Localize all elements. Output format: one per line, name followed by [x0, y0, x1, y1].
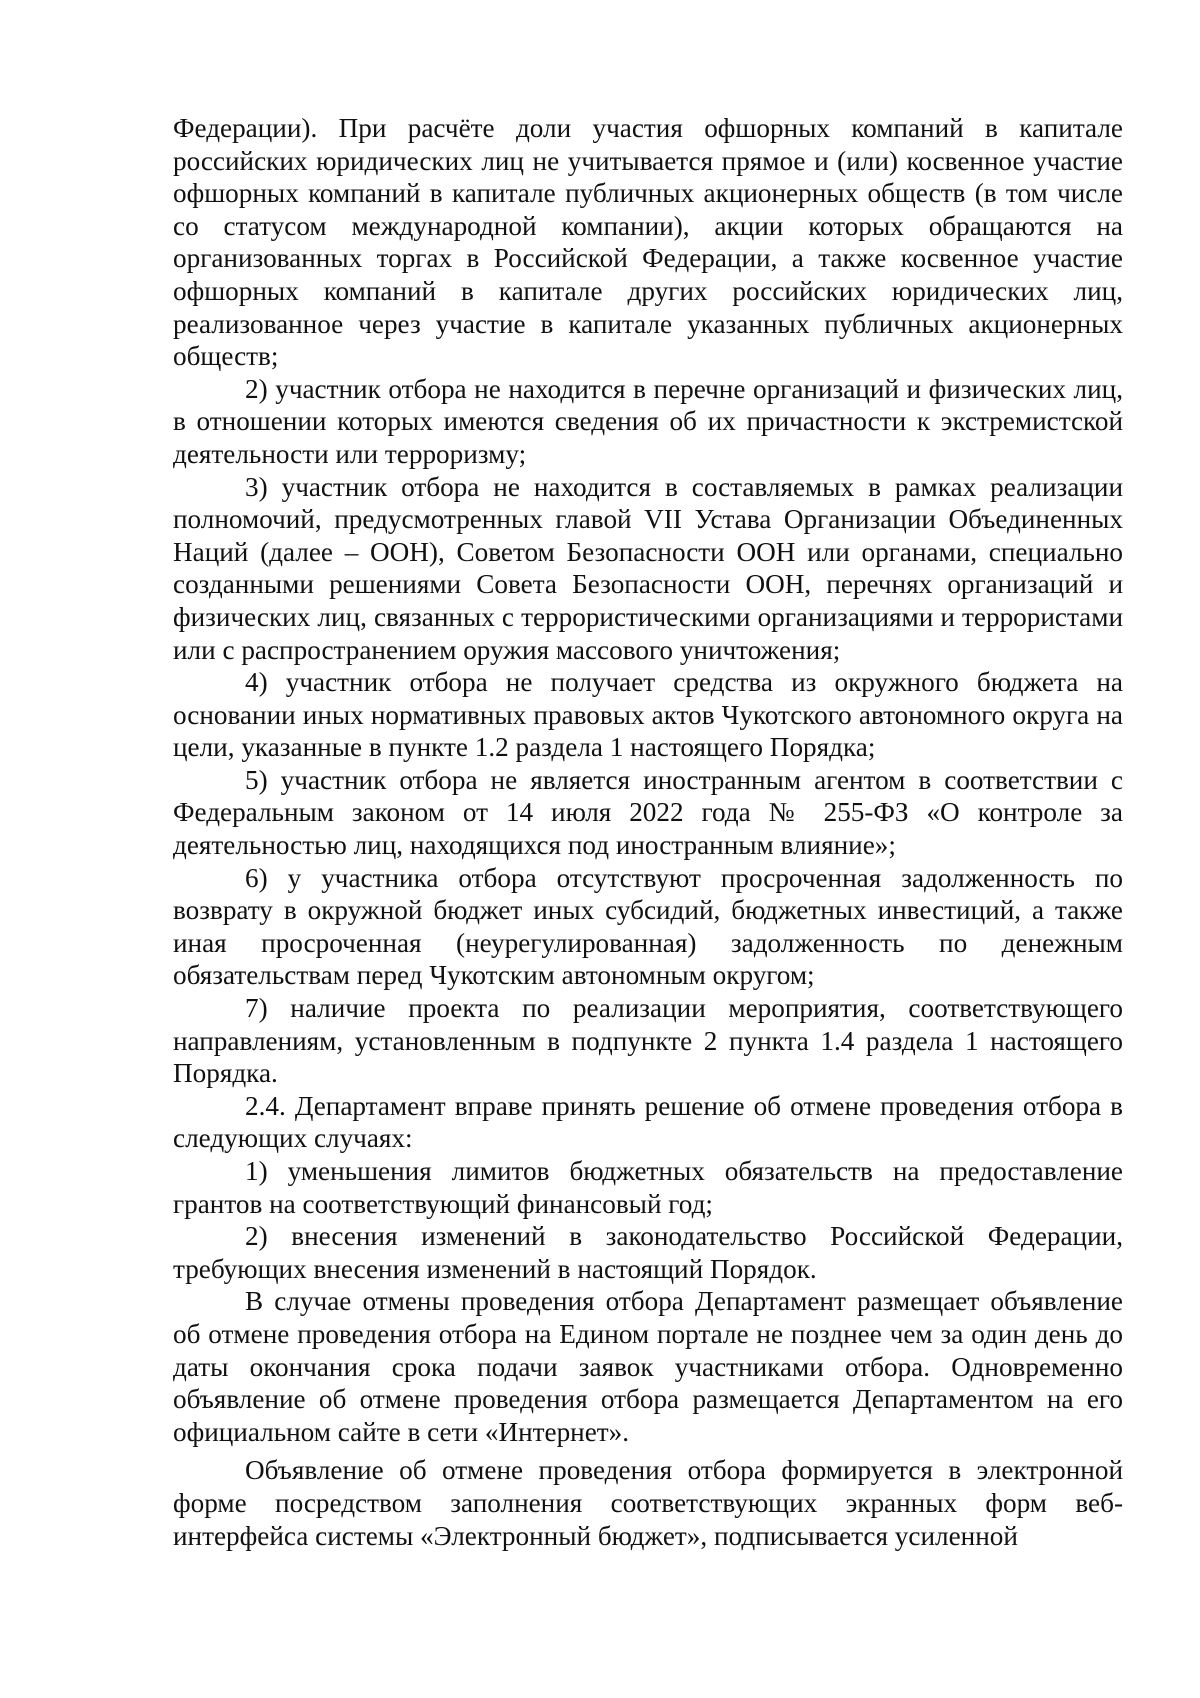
paragraph-cancellation-announcement: В случае отмены проведения отбора Департамент размещает объявление об отмене проведения отбора на Едином портале не позднее чем за один день до даты окончания срока подачи заявок участниками отбора. Одновременно объявление об отмене проведения отбора размещается Департаментом на его официальном сайте в сети «Интернет».	[173, 1286, 1123, 1447]
paragraph-item-2-extremism-list: 2) участник отбора не находится в перечне организаций и физических лиц, в отношении которых имеются сведения об их причастности к экстремистской деятельности или терроризму;	[173, 373, 1123, 469]
paragraph-item-7-project: 7) наличие проекта по реализации мероприятия, соответствующего направлениям, установленным в подпункте 2 пункта 1.4 раздела 1 настоящего Порядка.	[173, 993, 1123, 1089]
paragraph-item-3-un-lists: 3) участник отбора не находится в составляемых в рамках реализации полномочий, предусмотренных главой VII Устава Организации Объединенных Наций (далее – ООН), Советом Безопасности ООН или органами, специально созданными решениями Совета Безопасности ООН, перечнях организаций и физических лиц, связанных с террористическими организациями и террористами или с распространением оружия массового уничтожения;	[173, 471, 1123, 665]
paragraph-item-6-debt: 6) у участника отбора отсутствуют просроченная задолженность по возврату в окружной бюджет иных субсидий, бюджетных инвестиций, а также иная просроченная (неурегулированная) задолженность по денежным обязательствам перед Чукотским автономным округом;	[173, 862, 1123, 991]
paragraph-section-2-4: 2.4. Департамент вправе принять решение об отмене проведения отбора в следующих случаях:	[173, 1090, 1123, 1154]
paragraph-item-4-budget-funds: 4) участник отбора не получает средства из окружного бюджета на основании иных нормативных правовых актов Чукотского автономного округа на цели, указанные в пункте 1.2 раздела 1 настоящего Порядка;	[173, 667, 1123, 763]
document-body	[173, 112, 1123, 1552]
paragraph-offshore-participation: Федерации). При расчёте доли участия офшорных компаний в капитале российских юридических лиц не учитывается прямое и (или) косвенное участие офшорных компаний в капитале публичных акционерных обществ (в том числе со статусом международной компании), акции которых обращаются на организованных торгах в Российской Федерации, а также косвенное участие офшорных компаний в капитале других российских юридических лиц, реализованное через участие в капитале указанных публичных акционерных обществ;	[173, 113, 1123, 372]
paragraph-electronic-form: Объявление об отмене проведения отбора формируется в электронной форме посредством заполнения соответствующих экранных форм веб-интерфейса системы «Электронный бюджет», подписывается усиленной	[173, 1455, 1123, 1551]
paragraph-case-2-legislation: 2) внесения изменений в законодательство Российской Федерации, требующих внесения изменений в настоящий Порядок.	[173, 1221, 1123, 1284]
paragraph-item-5-foreign-agent: 5) участник отбора не является иностранным агентом в соответствии с Федеральным законом от 14 июля 2022 года № 255-ФЗ «О контроле за деятельностью лиц, находящихся под иностранным влияние»;	[173, 764, 1123, 861]
paragraph-case-1-limits: 1) уменьшения лимитов бюджетных обязательств на предоставление грантов на соответствующий финансовый год;	[173, 1156, 1123, 1219]
